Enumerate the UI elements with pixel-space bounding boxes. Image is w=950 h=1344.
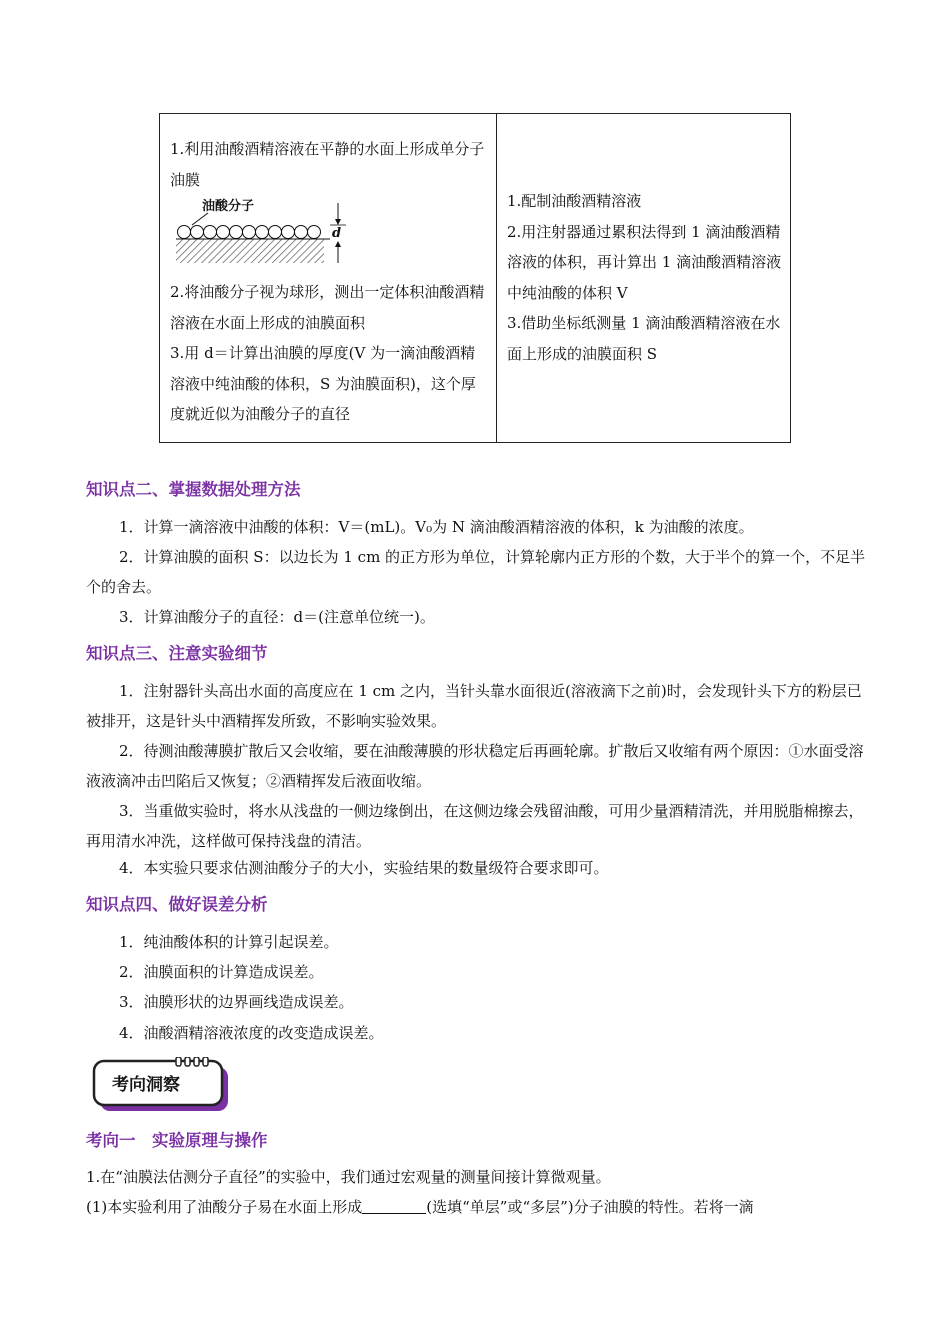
notebook-badge-icon [92, 1057, 232, 1115]
table-cell-operation [497, 114, 790, 442]
sec2-item-2: 2．计算油膜的面积 S：以边长为 1 cm 的正方形为单位，计算轮廓内正方形的个数，大于半个的算一个，不足半个的舍去。 [86, 548, 866, 596]
q1-part1-text-b: (选填“单层”或“多层”)分子油膜的特性。若将一滴 [426, 1198, 754, 1216]
molecule-circles [178, 226, 321, 239]
monolayer-illustration [170, 195, 350, 275]
sec3-item-3: 3．当重做实验时，将水从浅盘的一侧边缘倒出，在这侧边缘会残留油酸，可用少量酒精清洗，并用脱脂棉擦去，再用清水冲洗，这样做可保持浅盘的清洁。 [86, 802, 864, 850]
answer-blank[interactable] [362, 1199, 426, 1214]
sec2-item-1: 1．计算一滴溶液中油酸的体积：V＝(mL)。V₀为 N 滴油酸酒精溶液的体积，k 为油酸的浓度。 [119, 518, 754, 536]
principle-table [159, 113, 791, 443]
section-4-title: 知识点四、做好误差分析 [86, 895, 268, 914]
sec4-item-2: 2．油膜面积的计算造成误差。 [119, 963, 324, 981]
direction-badge [92, 1057, 232, 1115]
sec2-item-3: 3．计算油酸分子的直径：d＝(注意单位统一)。 [119, 608, 435, 626]
sec4-item-4: 4．油酸酒精溶液浓度的改变造成误差。 [119, 1024, 384, 1042]
sec4-item-1: 1．纯油酸体积的计算引起误差。 [119, 933, 339, 951]
table-cell-principle [160, 114, 497, 442]
badge-label: 考向洞察 [112, 1075, 180, 1095]
question-1-intro: 1.在“油膜法估测分子直径”的实验中，我们通过宏观量的测量间接计算微观量。 [86, 1168, 611, 1186]
direction-1-title: 考向一 实验原理与操作 [86, 1131, 268, 1150]
water-layer [176, 239, 324, 263]
diagram-label: 油酸分子 [202, 199, 255, 214]
section-2-title: 知识点二、掌握数据处理方法 [86, 480, 301, 499]
sec3-item-1: 1．注射器针头高出水面的高度应在 1 cm 之内，当针头靠水面很近(溶液滴下之前)时，会发现针头下方的粉层已被排开，这是针头中酒精挥发所致，不影响实验效果。 [86, 682, 862, 730]
operation-text-2: 2.用注射器通过累积法得到 1 滴油酸酒精溶液的体积，再计算出 1 滴油酸酒精溶液中纯油酸的体积 V [507, 222, 782, 302]
operation-text-3: 3.借助坐标纸测量 1 滴油酸酒精溶液在水面上形成的油膜面积 S [507, 314, 781, 363]
section-3-title: 知识点三、注意实验细节 [86, 644, 268, 663]
principle-text-2: 2.将油酸分子视为球形，测出一定体积油酸酒精溶液在水面上形成的油膜面积 [170, 283, 485, 332]
q1-part1-text-a: (1)本实验利用了油酸分子易在水面上形成 [86, 1198, 363, 1216]
sec4-item-3: 3．油膜形状的边界画线造成误差。 [119, 993, 354, 1011]
sec3-item-4: 4．本实验只要求估测油酸分子的大小，实验结果的数量级符合要求即可。 [119, 859, 609, 877]
principle-text-1: 1.利用油酸酒精溶液在平静的水面上形成单分子油膜 [170, 140, 485, 189]
question-1-part-1 [86, 1192, 866, 1222]
sec3-item-2: 2．待测油酸薄膜扩散后又会收缩，要在油酸薄膜的形状稳定后再画轮廓。扩散后又收缩有两个原因：①水面受溶液液滴冲击凹陷后又恢复；②酒精挥发后液面收缩。 [86, 742, 864, 790]
principle-text-3: 3.用 d＝计算出油膜的厚度(V 为一滴油酸酒精溶液中纯油酸的体积，S 为油膜面积)，这个厚度就近似为油酸分子的直径 [170, 344, 476, 423]
operation-text-1: 1.配制油酸酒精溶液 [507, 192, 642, 210]
oil-molecule-diagram [170, 195, 488, 275]
thickness-label: d [332, 226, 342, 241]
